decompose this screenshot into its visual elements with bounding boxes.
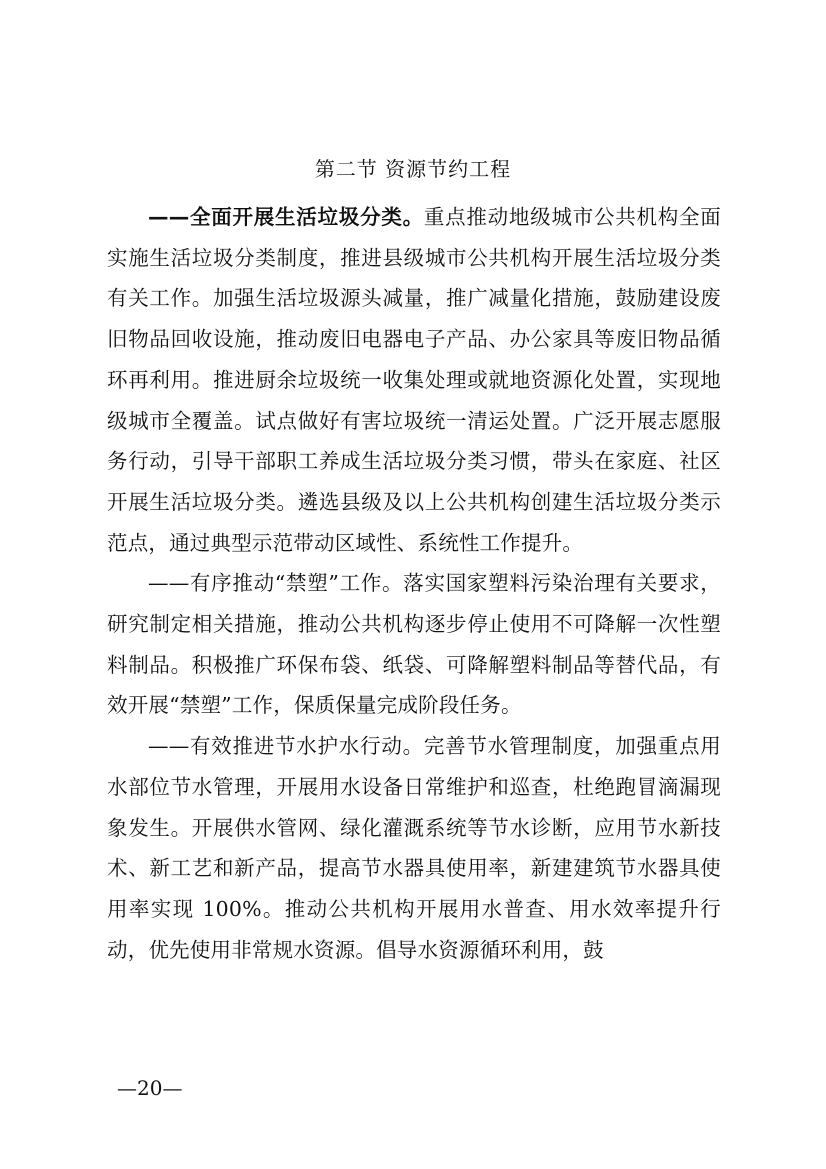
paragraph-heading: ——有效推进节水护水行动。 [148, 734, 424, 759]
paragraph-heading: ——有序推动“禁塑”工作。 [148, 571, 404, 596]
paragraph-body: 重点推动地级城市公共机构全面实施生活垃圾分类制度，推进县级城市公共机构开展生活垃圾分类有关工作。加强生活垃圾源头减量，推广减量化措施，鼓励建设废旧物品回收设施，推动废旧电器电子产品、办公家具等废旧物品循环再利用。推进厨余垃圾统一收集处理或就地资源化处置，实现地级城市全覆盖。试点做好有害垃圾统一清运处置。广泛开展志愿服务行动，引导干部职工养成生活垃圾分类习惯，带头在家庭、社区开展生活垃圾分类。遴选县级及以上公共机构创建生活垃圾分类示范点，通过典型示范带动区域性、系统性工作提升。 [107, 205, 721, 555]
paragraph-water-saving [107, 726, 721, 970]
body-text [107, 197, 721, 970]
paragraph-heading: ——全面开展生活垃圾分类。 [148, 205, 424, 229]
paragraph-body: 落实国家塑料污染治理有关要求，研究制定相关措施，推动公共机构逐步停止使用不可降解一次性塑料制品。积极推广环保布袋、纸袋、可降解塑料制品等替代品，有效开展“禁塑”工作，保质保量完成阶段任务。 [107, 571, 722, 718]
paragraph-plastic-ban [107, 563, 721, 726]
section-title: 第二节 资源节约工程 [314, 157, 512, 181]
paragraph-body: 完善节水管理制度，加强重点用水部位节水管理，开展用水设备日常维护和巡查，杜绝跑冒滴漏现象发生。开展供水管网、绿化灌溉系统等节水诊断，应用节水新技术、新工艺和新产品，提高节水器具使用率，新建建筑节水器具使用率实现 100%。推动公共机构开展用水普查、用水效率提升行动，优先使用非常规水资源。倡导水资源循环利用，鼓 [107, 734, 721, 962]
paragraph-garbage-sorting [107, 197, 721, 563]
page-number: —20— [117, 1076, 183, 1100]
